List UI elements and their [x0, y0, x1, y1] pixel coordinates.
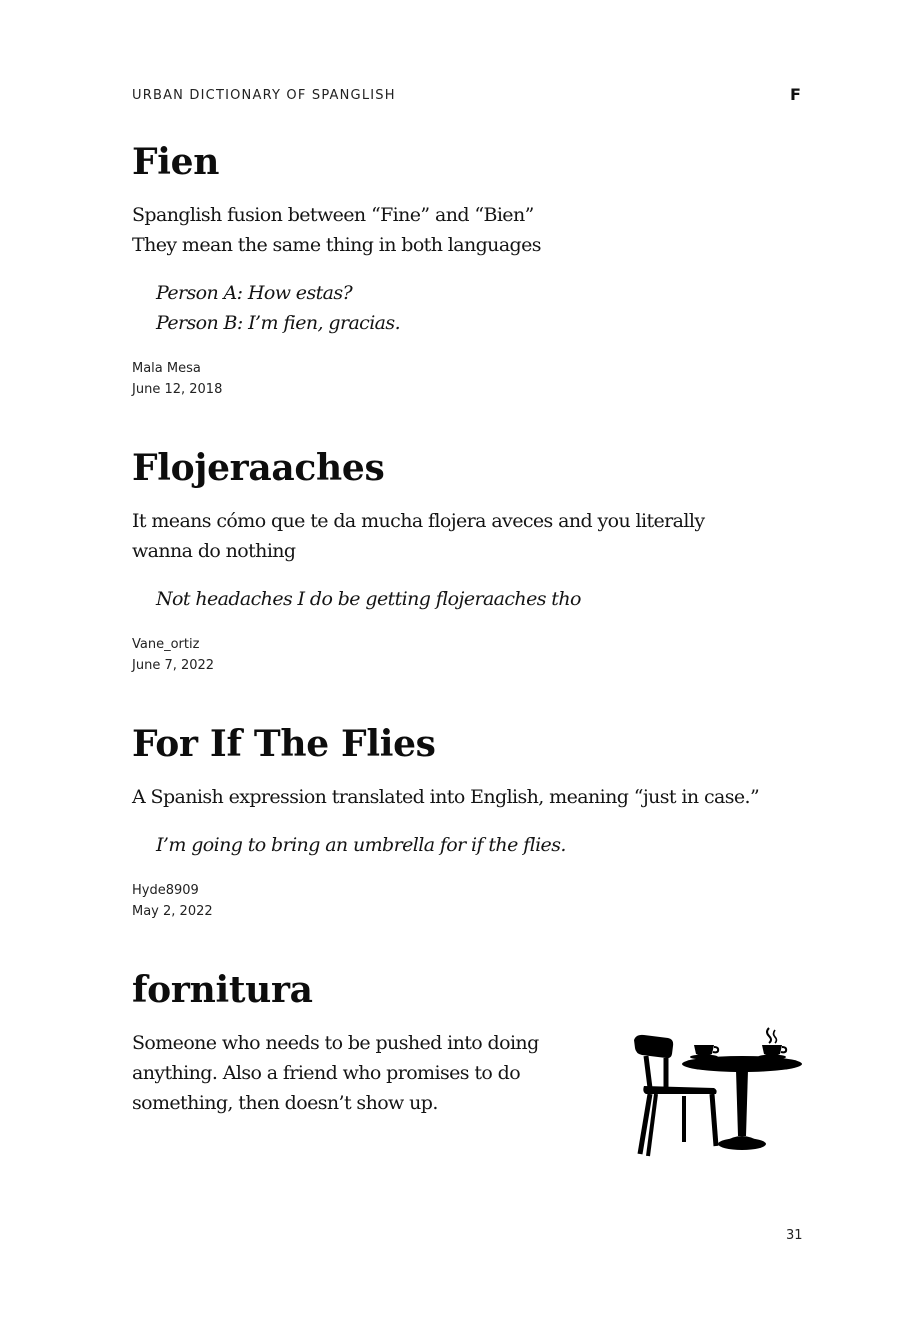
entry-date: May 2, 2022 — [132, 904, 213, 919]
entry-term: Flojeraaches — [132, 447, 385, 489]
example-line: Person A: How estas? — [156, 282, 353, 304]
definition-line: anything. Also a friend who promises to do — [132, 1062, 521, 1084]
definition-line: They mean the same thing in both languages — [132, 234, 541, 256]
entry-definition — [132, 1028, 592, 1118]
definition-line: something, then doesn’t show up. — [132, 1092, 438, 1114]
entry-date: June 7, 2022 — [132, 658, 215, 673]
dictionary-entry — [132, 722, 812, 922]
section-letter: F — [790, 85, 801, 104]
page-number: 31 — [786, 1228, 803, 1243]
entry-author: Mala Mesa — [132, 361, 201, 376]
entry-example — [156, 584, 812, 614]
definition-line: Someone who needs to be pushed into doing — [132, 1032, 539, 1054]
cafe-table-chair-icon — [628, 1024, 806, 1160]
entry-author: Hyde8909 — [132, 883, 199, 898]
example-line: Not headaches I do be getting flojeraaches tho — [156, 588, 581, 610]
entry-meta — [132, 880, 812, 922]
entry-term: fornitura — [132, 969, 313, 1011]
entry-date: June 12, 2018 — [132, 382, 223, 397]
entry-meta — [132, 358, 812, 400]
entry-term: For If The Flies — [132, 723, 436, 765]
entry-definition — [132, 200, 812, 260]
entry-term: Fien — [132, 141, 220, 183]
definition-line: It means cómo que te da mucha flojera aveces and you literally — [132, 510, 705, 532]
dictionary-entry — [132, 446, 812, 676]
entry-example — [156, 278, 812, 338]
dictionary-entry — [132, 140, 812, 400]
definition-line: A Spanish expression translated into English, meaning “just in case.” — [132, 786, 760, 808]
definition-line: Spanglish fusion between “Fine” and “Bien” — [132, 204, 534, 226]
example-line: I’m going to bring an umbrella for if the flies. — [156, 834, 566, 856]
example-line: Person B: I’m fien, gracias. — [156, 312, 401, 334]
entry-author: Vane_ortiz — [132, 637, 200, 652]
running-header-title: URBAN DICTIONARY OF SPANGLISH — [132, 88, 396, 103]
entry-definition — [132, 782, 812, 812]
entry-definition — [132, 506, 812, 566]
entry-meta — [132, 634, 812, 676]
definition-line: wanna do nothing — [132, 540, 296, 562]
entry-example — [156, 830, 812, 860]
